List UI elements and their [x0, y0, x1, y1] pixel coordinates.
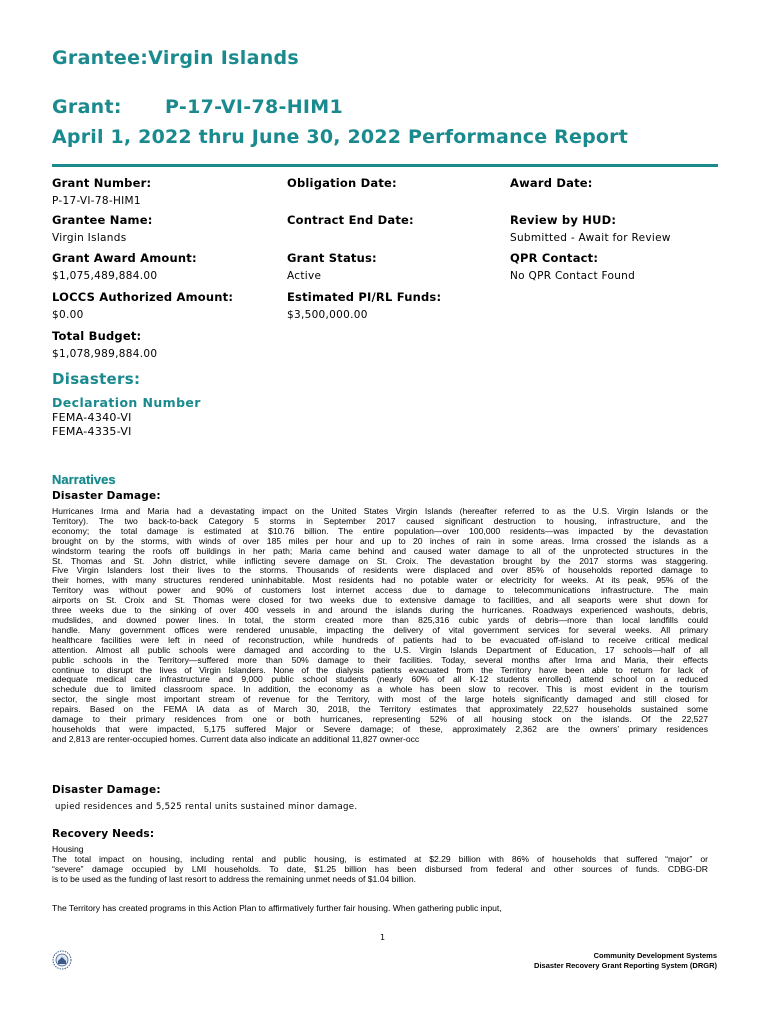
- hud-seal-icon: [52, 950, 72, 970]
- grantee-heading: [52, 47, 299, 69]
- recovery-needs-line: “severe” damage occupied by LMI households. To date, $1.25 billion has been disbursed from federal and other sources of funds. CDBG-DR: [52, 863, 708, 874]
- header-divider: [52, 164, 718, 167]
- grant-status-value: Active: [287, 270, 322, 282]
- disaster-damage-line: Territory). The two back-to-back Category 5 storms in September 2017 caused significant destruction to housing, infrastructure, and the: [52, 515, 708, 526]
- review-by-hud-field: [510, 213, 671, 244]
- disaster-damage-line: damage to their primary residences from one or both hurricanes, representing 52% of all housing stock on the islands. Of the 22,527: [52, 714, 708, 725]
- contract-end-date-label: Contract End Date:: [287, 213, 414, 227]
- disaster-damage-line: repairs. Based on the FEMA IA data as of March 30, 2018, the Territory estimates that approximately 22,527 households sustained some: [52, 704, 708, 715]
- disasters-heading: Disasters:: [52, 370, 141, 388]
- grant-award-amount-field: [52, 251, 197, 282]
- contract-end-date-field: [287, 213, 414, 232]
- declaration-item: FEMA-4340-VI: [52, 411, 132, 424]
- declaration-list: [52, 411, 132, 439]
- disaster-damage-label-2: Disaster Damage:: [52, 784, 161, 796]
- total-budget-value: $1,078,989,884.00: [52, 348, 158, 360]
- disaster-damage-line: three weeks due to the sinking of over 400 vessels in and around the islands during the hurricanes. Roadways experienced washouts, debris,: [52, 605, 708, 616]
- disaster-damage-label: Disaster Damage:: [52, 490, 161, 502]
- grant-status-label: Grant Status:: [287, 251, 377, 265]
- loccs-authorized-amount-label: LOCCS Authorized Amount:: [52, 290, 234, 304]
- grantee-name: Virgin Islands: [148, 47, 300, 69]
- disaster-damage-line: healthcare facilities were left in need of reconstruction, while hundreds of patients had to be evacuated off-island to receive critical medical: [52, 634, 708, 645]
- disaster-damage-line: brought on by the storms, with winds of over 185 miles per hour and up to 20 inches of rain in some areas. Irma crossed the islands as a: [52, 535, 708, 546]
- total-budget-label: Total Budget:: [52, 329, 142, 343]
- grant-award-amount-value: $1,075,489,884.00: [52, 270, 158, 282]
- grantee-name-label: Grantee Name:: [52, 213, 153, 227]
- disaster-damage-line: mudslides, and downed power lines. In total, the storm created more than 825,316 cubic yards of debris—more than local landfills could: [52, 614, 708, 625]
- disaster-damage-line: and 2,813 are renter-occupied homes. Current data also indicate an additional 11,827 owner-occ: [52, 733, 420, 744]
- disaster-damage-line: St. Thomas and St. John district, while inflicting severe damage on St. Croix. The devastation brought by the 2017 storms was staggering.: [52, 555, 708, 566]
- review-by-hud-label: Review by HUD:: [510, 213, 617, 227]
- disaster-damage-line: economy; the total damage is estimated at $10.76 billion. The entire population—over 100,000 residents—was impacted by the devastation: [52, 525, 708, 536]
- estimated-pi-rl-funds-field: [287, 290, 441, 321]
- award-date-label: Award Date:: [510, 176, 593, 190]
- obligation-date-field: [287, 176, 397, 195]
- declaration-number-heading: Declaration Number: [52, 395, 201, 410]
- disaster-damage-line: Hurricanes Irma and Maria had a devastating impact on the United States Virgin Islands (hereafter referred to as the U.S. Virgin Islands or the: [52, 506, 708, 516]
- disaster-damage-text: [52, 507, 708, 745]
- review-by-hud-value: Submitted - Await for Review: [510, 232, 671, 244]
- grant-label: Grant:: [52, 96, 122, 118]
- page-number: 1: [380, 933, 386, 942]
- disaster-damage-line: households that were impacted, 5,175 suffered Major or Severe damage; of these, approximately 2,362 are the owners’ primary residences: [52, 723, 708, 734]
- recovery-needs-label: Recovery Needs:: [52, 828, 155, 840]
- loccs-authorized-amount-value: $0.00: [52, 309, 84, 321]
- disaster-damage-line: airports on St. Croix and St. Thomas were closed for two weeks due to extensive damage to facilities, and all seaports were shut down for: [52, 595, 708, 606]
- recovery-needs-extra: The Territory has created programs in this Action Plan to affirmatively further fair housing. When gathering public input,: [52, 903, 502, 913]
- footer-system: [534, 951, 717, 971]
- grant-number-value: P-17-VI-78-HIM1: [52, 195, 141, 207]
- qpr-contact-label: QPR Contact:: [510, 251, 599, 265]
- estimated-pi-rl-funds-value: $3,500,000.00: [287, 309, 368, 321]
- qpr-contact-field: [510, 251, 635, 282]
- footer-line-1: Community Development Systems: [593, 951, 717, 960]
- recovery-needs-line: The total impact on housing, including rental and public housing, is estimated at $2.29 billion with 86% of households that suffered “major” or: [52, 853, 708, 864]
- grant-award-amount-label: Grant Award Amount:: [52, 251, 197, 265]
- loccs-authorized-amount-field: [52, 290, 233, 321]
- grant-number-field: [52, 176, 151, 207]
- estimated-pi-rl-funds-label: Estimated PI/RL Funds:: [287, 290, 442, 304]
- narratives-heading: Narratives: [52, 472, 116, 487]
- grant-heading: [52, 96, 344, 118]
- grant-status-field: [287, 251, 377, 282]
- disaster-damage-line: handle. Many government offices were rendered unusable, impacting the delivery of vital government services for several weeks. All primary: [52, 624, 708, 635]
- declaration-item: FEMA-4335-VI: [52, 425, 132, 438]
- footer-line-2: Disaster Recovery Grant Reporting System (DRGR): [534, 961, 717, 970]
- disaster-damage-line: their homes, with many structures rendered uninhabitable. Most residents had no potable water or electricity for weeks. At its peak, 95% of the: [52, 575, 708, 586]
- grantee-label: Grantee:: [52, 47, 149, 69]
- award-date-field: [510, 176, 593, 195]
- disaster-damage-line: continue to disrupt the lives of Virgin Islanders. None of the dialysis patients evacuated from the Territory have been able to return for lack of: [52, 664, 708, 675]
- recovery-needs-line: Housing: [52, 844, 84, 854]
- recovery-needs-text: [52, 845, 708, 885]
- disaster-damage-line: sector, the single most important stream of revenue for the Territory, with most of the large hotels significantly damaged and still closed for: [52, 694, 708, 705]
- disaster-damage-line: adequate medical care infrastructure and 9,000 public school students (nearly 60% of all K-12 students enrolled) attend school on a reduced: [52, 674, 708, 685]
- report-period-title: April 1, 2022 thru June 30, 2022 Performance Report: [52, 126, 628, 148]
- disaster-damage-line: Five Virgin Islanders lost their lives to the storms. Thousands of residents were displaced and over 85% of households reported damage to: [52, 565, 708, 576]
- grant-number-label: Grant Number:: [52, 176, 152, 190]
- disaster-damage-line: attention. Almost all public schools were damaged and according to the U.S. Virgin Islands Department of Education, 17 schools—half of all: [52, 644, 708, 655]
- disaster-damage-continued: upied residences and 5,525 rental units sustained minor damage.: [55, 802, 358, 812]
- disaster-damage-line: windstorm tearing the roofs off buildings in her path; Maria came behind and caused water damage to all of the unprotected structures in the: [52, 545, 708, 556]
- qpr-contact-value: No QPR Contact Found: [510, 270, 636, 282]
- disaster-damage-line: Territory was without power and 90% of customers lost internet access due to damage to telecommunications infrastructure. The main: [52, 585, 708, 596]
- grant-id: P-17-VI-78-HIM1: [165, 96, 344, 118]
- grantee-name-field: [52, 213, 153, 244]
- grantee-name-value: Virgin Islands: [52, 232, 127, 244]
- recovery-needs-line: is to be used as the funding of last resort to address the remaining unmet needs of $1.04 billion.: [52, 873, 417, 884]
- total-budget-field: [52, 329, 157, 360]
- disaster-damage-line: public schools in the Territory—suffered more than 50% damage to their facilities. Today, several months after Irma and Maria, their effects: [52, 654, 708, 665]
- obligation-date-label: Obligation Date:: [287, 176, 397, 190]
- disaster-damage-line: schedule due to limited classroom space. In addition, the economy as a whole has been slow to recover. This is most evident in the tourism: [52, 684, 708, 695]
